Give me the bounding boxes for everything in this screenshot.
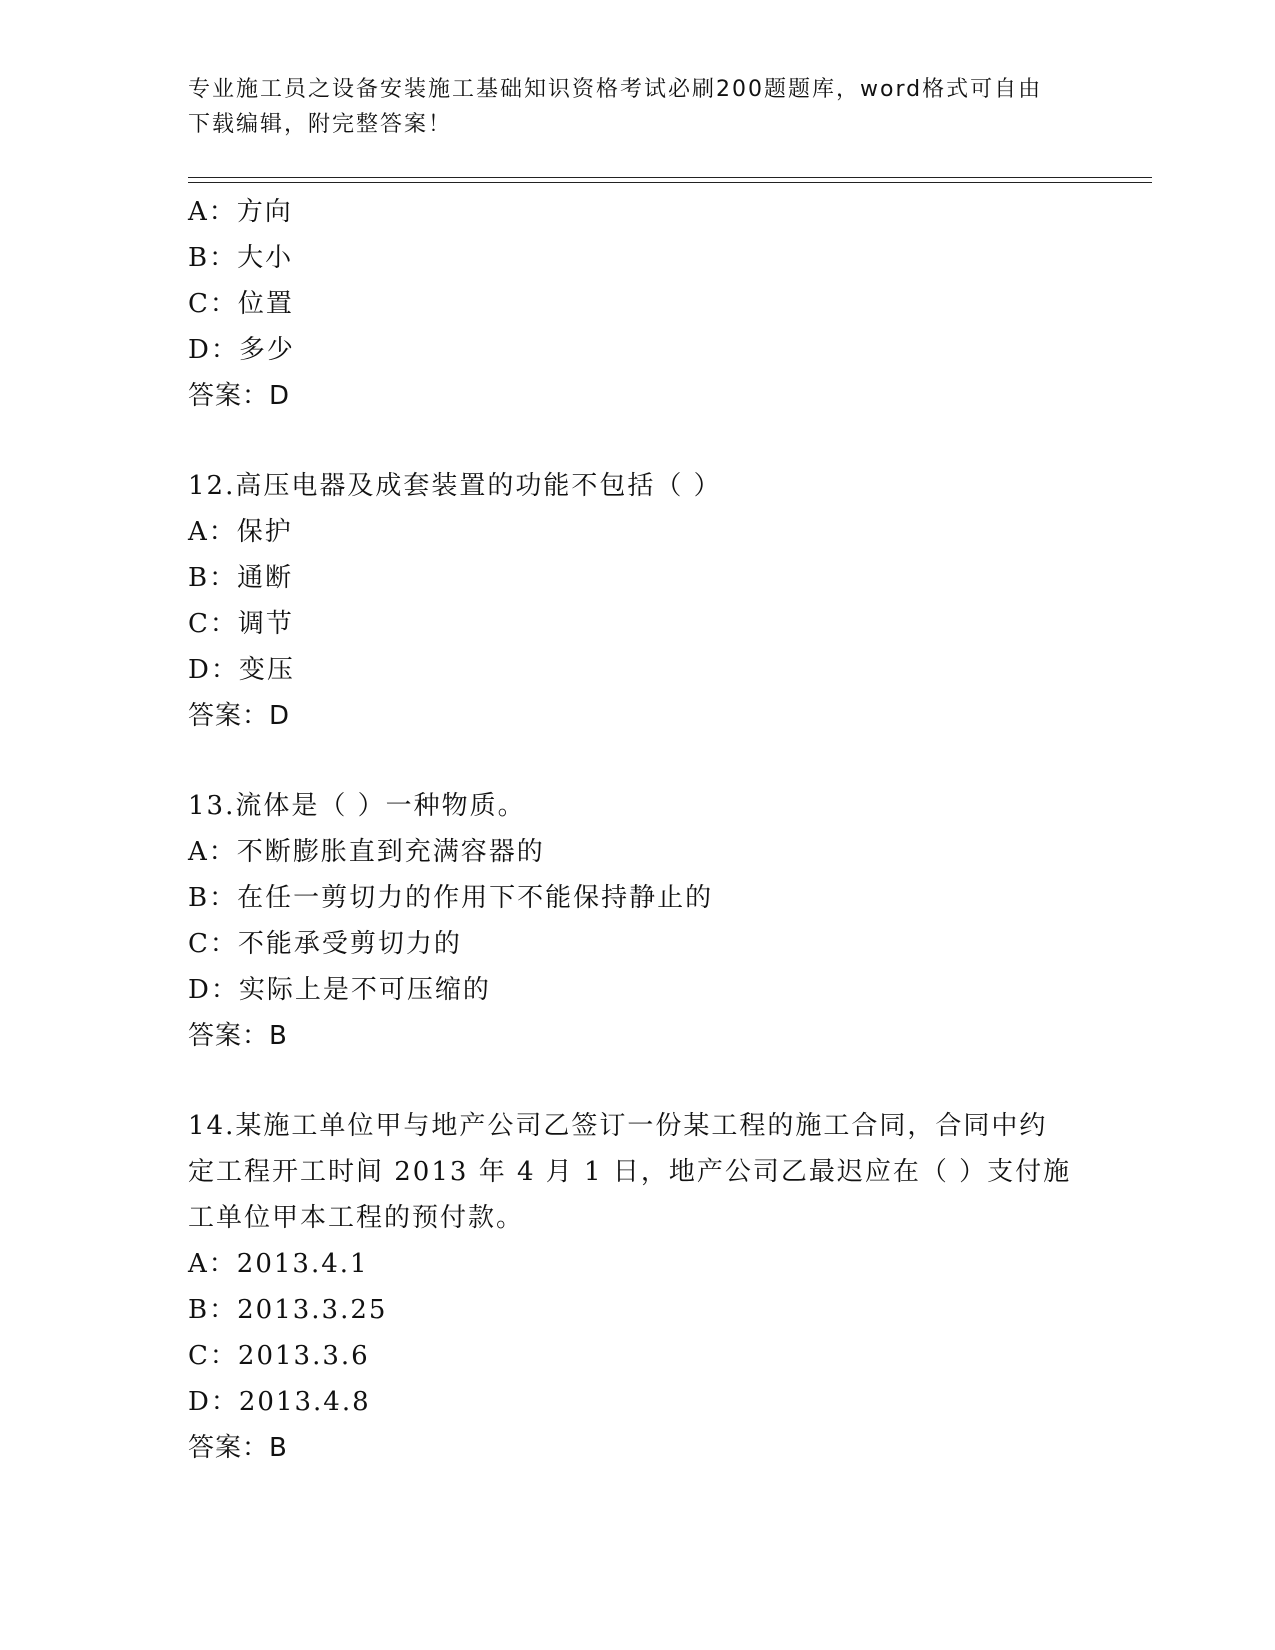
option-a: A：2013.4.1 — [188, 1249, 369, 1279]
question-text: 13.流体是（ ）一种物质。 — [188, 791, 526, 821]
question-13 — [188, 783, 1088, 1059]
answer: 答案：D — [188, 701, 291, 731]
option-a: A：不断膨胀直到充满容器的 — [188, 837, 545, 867]
option-d: D：2013.4.8 — [188, 1387, 371, 1417]
option-a: A：保护 — [188, 517, 293, 547]
header-line-2: 下载编辑，附完整答案！ — [188, 112, 453, 137]
answer: 答案：B — [188, 1433, 288, 1463]
question-text: 12.高压电器及成套装置的功能不包括（ ） — [188, 471, 722, 501]
question-14 — [188, 1103, 1088, 1471]
option-c: C：位置 — [188, 289, 294, 319]
option-b: B：2013.3.25 — [188, 1295, 388, 1325]
question-12 — [188, 463, 1088, 739]
option-d: D：多少 — [188, 335, 295, 365]
option-b: B：大小 — [188, 243, 294, 273]
option-c: C：不能承受剪切力的 — [188, 929, 462, 959]
header-divider-top — [188, 177, 1152, 178]
question-11 — [188, 189, 1088, 419]
header-line-1: 专业施工员之设备安装施工基础知识资格考试必刷200题题库，word格式可自由 — [188, 77, 1043, 102]
option-d: D：实际上是不可压缩的 — [188, 975, 491, 1005]
option-b: B：在任一剪切力的作用下不能保持静止的 — [188, 883, 714, 913]
answer: 答案：B — [188, 1021, 288, 1051]
option-c: C：调节 — [188, 609, 294, 639]
question-list — [188, 189, 1088, 1471]
answer: 答案：D — [188, 381, 291, 411]
question-text-line-3: 工单位甲本工程的预付款。 — [188, 1203, 525, 1233]
option-a: A：方向 — [188, 197, 293, 227]
option-d: D：变压 — [188, 655, 295, 685]
question-text-line-2: 定工程开工时间 2013 年 4 月 1 日，地产公司乙最迟应在（ ）支付施 — [188, 1157, 1072, 1187]
option-c: C：2013.3.6 — [188, 1341, 370, 1371]
question-text-line-1: 14.某施工单位甲与地产公司乙签订一份某工程的施工合同，合同中约 — [188, 1111, 1048, 1141]
document-header — [188, 72, 1088, 142]
option-b: B：通断 — [188, 563, 294, 593]
header-divider-bottom — [188, 182, 1152, 183]
